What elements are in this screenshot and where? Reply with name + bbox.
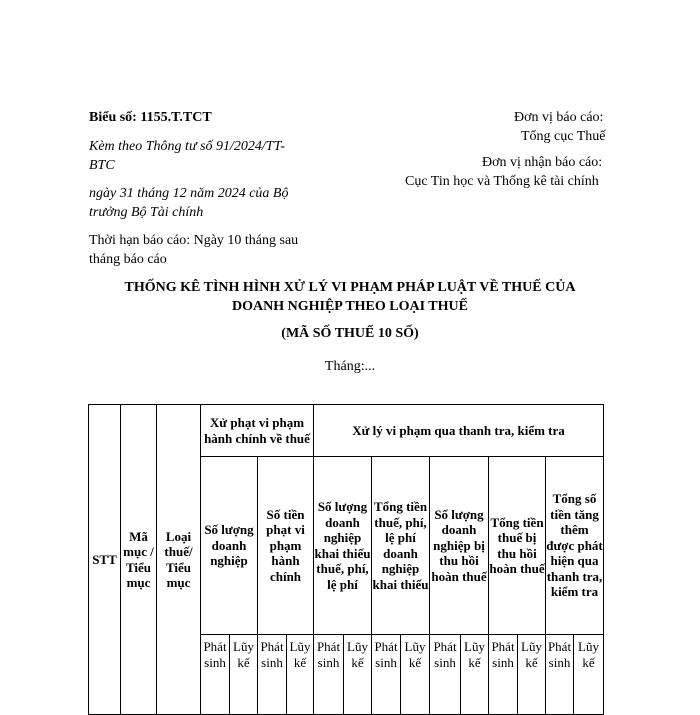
col-phat-sinh: Phát sinh — [489, 635, 518, 715]
col-luy-ke: Lũy kế — [574, 635, 604, 715]
col-luy-ke: Lũy kế — [344, 635, 372, 715]
sub-header-2: Số tiền phạt vi phạm hành chính — [258, 457, 314, 635]
sub-header-7: Tổng số tiền tăng thêm được phát hiện qua thanh tra, kiểm tra — [546, 457, 604, 635]
attached-circular: Kèm theo Thông tư số 91/2024/TT-BTC — [89, 139, 285, 173]
header-loai-thue: Loại thuế/ Tiểu mục — [157, 405, 201, 715]
attached-date: ngày 31 tháng 12 năm 2024 của Bộ trưởng Bộ Tài chính — [89, 186, 289, 220]
receiving-unit: Cục Tin học và Thống kê tài chính — [405, 174, 599, 189]
col-phat-sinh: Phát sinh — [201, 635, 230, 715]
report-deadline: Thời hạn báo cáo: Ngày 10 tháng sau tháng báo cáo — [89, 233, 299, 267]
col-phat-sinh: Phát sinh — [430, 635, 461, 715]
report-month: Tháng:... — [324, 359, 376, 374]
group-admin-penalty: Xử phạt vi phạm hành chính về thuế — [201, 405, 314, 457]
col-luy-ke: Lũy kế — [287, 635, 314, 715]
sub-header-3: Số lượng doanh nghiệp khai thiếu thuế, phí, lệ phí — [314, 457, 372, 635]
header-ma-muc: Mã mục / Tiểu mục — [121, 405, 157, 715]
report-title — [100, 278, 600, 316]
group-inspection: Xử lý vi phạm qua thanh tra, kiểm tra — [314, 405, 604, 457]
receiving-unit-label: Đơn vị nhận báo cáo: — [482, 155, 603, 170]
reporting-unit-label: Đơn vị báo cáo: — [514, 110, 604, 125]
col-phat-sinh: Phát sinh — [546, 635, 574, 715]
col-luy-ke: Lũy kế — [401, 635, 430, 715]
tax-code-subtitle: (MÃ SỐ THUẾ 10 SỐ) — [281, 326, 419, 341]
sub-header-5: Số lượng doanh nghiệp bị thu hồi hoàn thuế — [430, 457, 489, 635]
col-phat-sinh: Phát sinh — [314, 635, 344, 715]
sub-header-4: Tổng tiền thuế, phí, lệ phí doanh nghiệp khai thiếu — [372, 457, 430, 635]
col-luy-ke: Lũy kế — [230, 635, 258, 715]
statistics-table — [88, 404, 604, 715]
header-stt: STT — [89, 405, 121, 715]
form-number: Biểu số: 1155.T.TCT — [89, 110, 212, 125]
col-luy-ke: Lũy kế — [518, 635, 546, 715]
col-luy-ke: Lũy kế — [461, 635, 489, 715]
form-header-left — [89, 108, 309, 269]
sub-header-1: Số lượng doanh nghiệp — [201, 457, 258, 635]
col-phat-sinh: Phát sinh — [258, 635, 287, 715]
sub-header-6: Tổng tiền thuế bị thu hồi hoàn thuế — [489, 457, 546, 635]
form-header-right — [400, 108, 620, 191]
reporting-unit: Tổng cục Thuế — [521, 129, 606, 144]
title-line-2: DOANH NGHIỆP THEO LOẠI THUẾ — [232, 299, 468, 314]
title-line-1: THỐNG KÊ TÌNH HÌNH XỬ LÝ VI PHẠM PHÁP LUẬT VỀ THUẾ CỦA — [124, 280, 576, 295]
col-phat-sinh: Phát sinh — [372, 635, 401, 715]
